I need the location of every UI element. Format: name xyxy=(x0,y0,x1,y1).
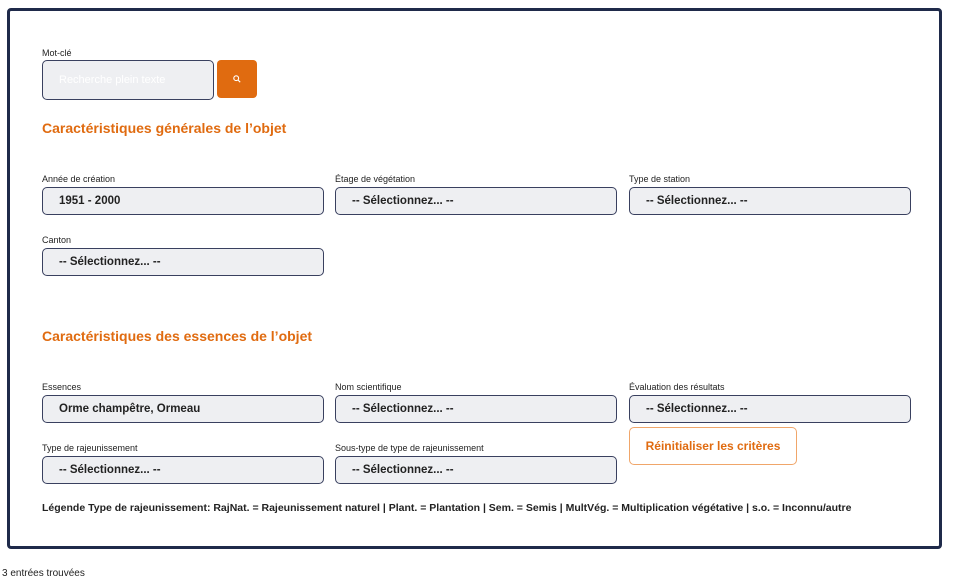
annee-value: 1951 - 2000 xyxy=(59,195,121,207)
section-title-species: Caractéristiques des essences de l’objet xyxy=(42,328,313,344)
sous-type-value: -- Sélectionnez... -- xyxy=(352,464,454,476)
canton-select[interactable] xyxy=(42,248,324,276)
essences-select[interactable] xyxy=(42,395,324,423)
rajeunissement-legend: Légende Type de rajeunissement: RajNat. = Rajeunissement naturel | Plant. = Plantation | Sem. = Semis | MultVég. = Multiplication végétative | s.o. = Inconnu/autre xyxy=(42,502,852,514)
reset-criteria-button[interactable]: Réinitialiser les critères xyxy=(629,427,797,465)
section-title-general: Caractéristiques générales de l’objet xyxy=(42,120,287,136)
sous-type-select[interactable] xyxy=(335,456,617,484)
search-button[interactable] xyxy=(217,60,257,98)
canton-value: -- Sélectionnez... -- xyxy=(59,256,161,268)
nom-scientifique-label: Nom scientifique xyxy=(335,382,402,392)
annee-select[interactable] xyxy=(42,187,324,215)
nom-scientifique-select[interactable] xyxy=(335,395,617,423)
station-value: -- Sélectionnez... -- xyxy=(646,195,748,207)
annee-label: Année de création xyxy=(42,174,116,184)
etage-label: Étage de végétation xyxy=(335,174,416,184)
canton-label: Canton xyxy=(42,235,72,245)
essences-label: Essences xyxy=(42,382,82,392)
station-select[interactable] xyxy=(629,187,911,215)
sous-type-label: Sous-type de type de rajeunissement xyxy=(335,443,484,453)
essences-value: Orme champêtre, Ormeau xyxy=(59,403,201,415)
nom-scientifique-value: -- Sélectionnez... -- xyxy=(352,403,454,415)
results-count: 3 entrées trouvées xyxy=(2,568,85,579)
rajeunissement-label: Type de rajeunissement xyxy=(42,443,138,453)
evaluation-value: -- Sélectionnez... -- xyxy=(646,403,748,415)
rajeunissement-value: -- Sélectionnez... -- xyxy=(59,464,161,476)
search-input[interactable] xyxy=(42,60,214,100)
search-icon xyxy=(233,75,241,83)
station-label: Type de station xyxy=(629,174,691,184)
evaluation-select[interactable] xyxy=(629,395,911,423)
rajeunissement-select[interactable] xyxy=(42,456,324,484)
etage-value: -- Sélectionnez... -- xyxy=(352,195,454,207)
evaluation-label: Évaluation des résultats xyxy=(629,382,725,392)
keyword-label: Mot-clé xyxy=(42,48,72,58)
etage-select[interactable] xyxy=(335,187,617,215)
